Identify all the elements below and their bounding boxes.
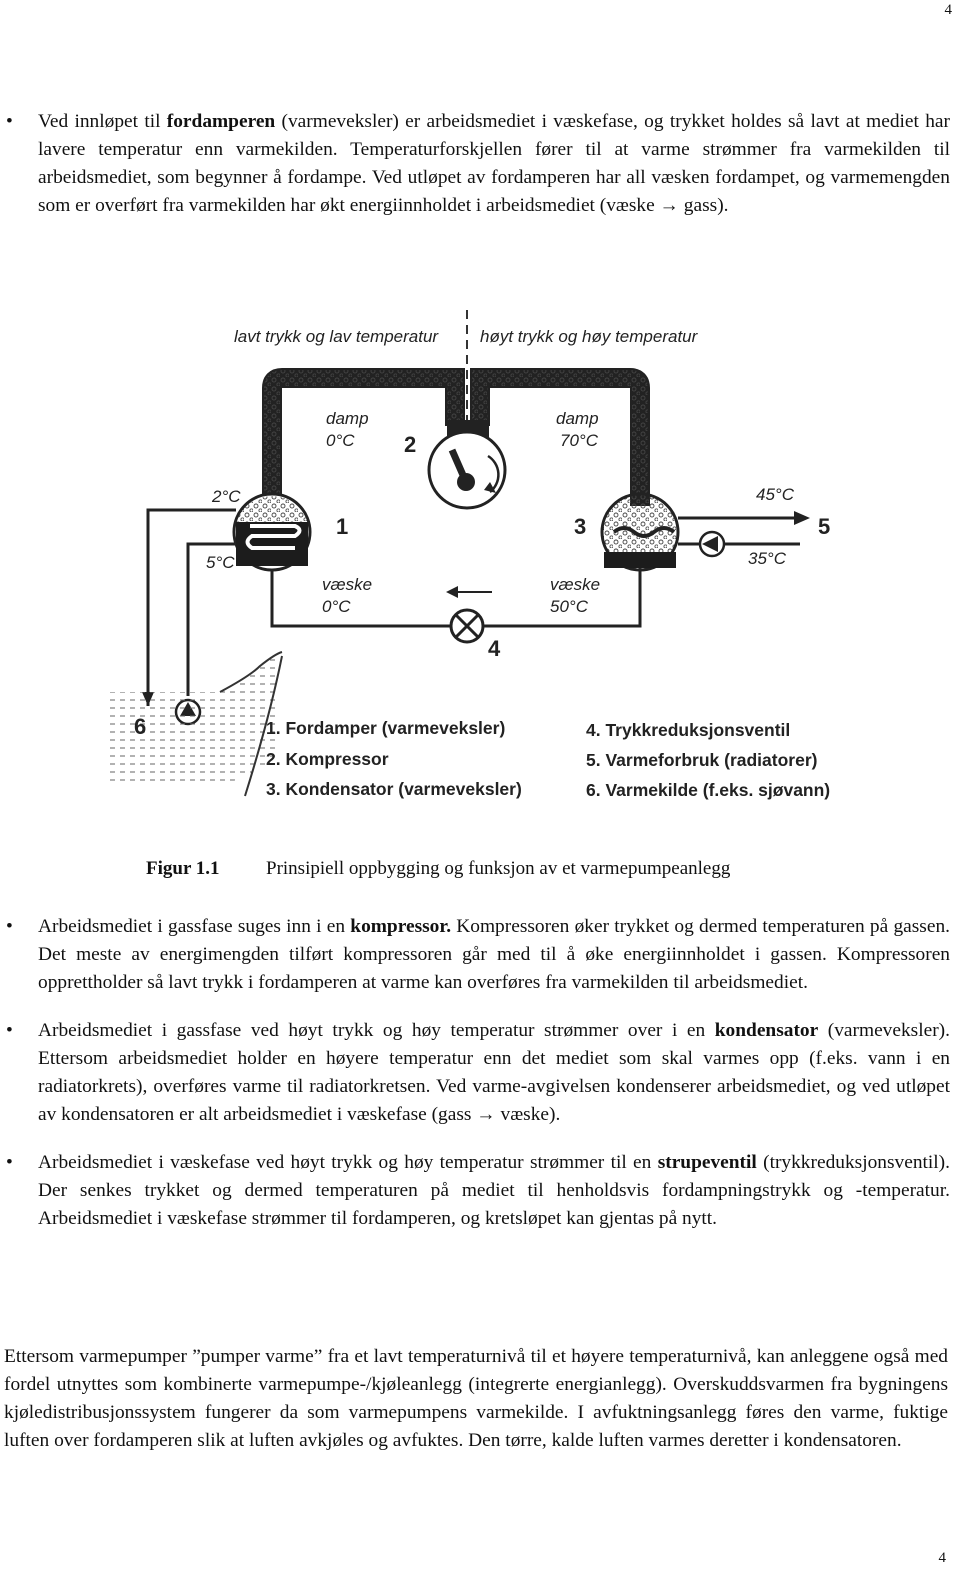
list-item [0, 913, 960, 997]
closing-paragraph: Ettersom varmepumper ”pumper varme” fra et lavt temperaturnivå til et høyere temperaturnivå, kan anleggene også med fordel utnyttes som kombinerte varmepumpe-/kjøleanlegg (integrerte energianlegg). Overskuddsvarmen fra bygningens kjøledistribusjonssystem fungerer da som varmepumpens varmekilde. I avfuktningsanlegg føres den varme, fuktige luften over fordamperen slik at luften avkjøles og avfuktes. Den tørre, kalde luften varmes deretter i kondensatoren. [4, 1346, 948, 1451]
page-number-top: 4 [944, 2, 952, 18]
list-item [0, 1017, 960, 1129]
bullet-text: (varmeveksler) er arbeidsmediet i væskefase, og trykket holdes så lavt at mediet har lavere temperatur enn varmekilden. Temperaturforskjellen fører til at varme strømmer fra varmekilden til arbeidsmediet, som begynner å fordampe. Ved utløpet av fordamperen har all væsken fordampet, og varmemengden som er overført fra varmekilden har økt energiinnholdet i arbeidsmediet (væske → gass). [38, 111, 950, 216]
bullet-text: Arbeidsmediet i gassfase ved høyt trykk og høy temperatur strømmer over i en [38, 1020, 715, 1041]
right-vapour-temp: 70°C [560, 431, 598, 450]
bullet-text: Ved innløpet til [38, 111, 167, 132]
process-bullet-list [0, 913, 960, 1253]
source-supply-line [148, 510, 236, 706]
left-liquid-temp: 0°C [322, 597, 351, 616]
figure-label: Figur 1.1 [146, 858, 220, 879]
bullet-keyword: fordamperen [166, 111, 276, 132]
evaporator [234, 494, 310, 570]
bullet-text: Arbeidsmediet i væskefase ved høyt trykk og høy temperatur strømmer til en [38, 1152, 658, 1173]
condenser [602, 494, 678, 570]
bullet-marker: • [6, 916, 13, 937]
bullet-keyword: kondensator [714, 1020, 819, 1041]
legend-item-6: 6. Varmekilde (f.eks. sjøvann) [586, 780, 831, 800]
bullet-marker: • [6, 1152, 13, 1173]
right-liquid-temp: 50°C [550, 597, 588, 616]
list-item [0, 108, 960, 220]
legend-item-1: 1. Fordamper (varmeveksler) [266, 718, 506, 738]
bullet-text: Arbeidsmediet i gassfase suges inn i en [38, 916, 351, 937]
right-liquid-label: væske [550, 575, 601, 594]
bullet-marker: • [6, 111, 13, 132]
label-1: 1 [336, 514, 349, 539]
legend-item-4: 4. Trykkreduksjonsventil [586, 720, 791, 740]
vapour-pipe-left-fill [272, 378, 455, 506]
intro-bullet-list [0, 108, 960, 220]
label-5: 5 [818, 514, 831, 539]
left-vapour-label: damp [326, 409, 369, 428]
temp-supply: 45°C [756, 485, 794, 504]
header-high-pressure: høyt trykk og høy temperatur [480, 327, 698, 346]
header-low-pressure: lavt trykk og lav temperatur [234, 327, 439, 346]
heating-pump [700, 532, 724, 556]
compressor [429, 420, 505, 508]
left-liquid-label: væske [322, 575, 373, 594]
bullet-text: (trykkreduksjonsventil). Der senkes trykket og dermed temperaturen på mediet til henholdsvis fordampningstrykk og -temperatur. Arbeidsmediet i væskefase strømmer til fordamperen, og kretsløpet kan gjentas på nytt. [38, 1152, 950, 1229]
vapour-pipe-left [272, 378, 455, 506]
temp-source-in: 5°C [206, 553, 235, 572]
diagram-svg [100, 296, 870, 836]
expansion-valve [446, 586, 492, 642]
label-3: 3 [574, 514, 587, 539]
heat-pump-diagram [100, 296, 870, 836]
figure-caption-text: Prinsipiell oppbygging og funksjon av et varmepumpeanlegg [266, 858, 731, 879]
bullet-text: (varmeveksler). Ettersom arbeidsmediet holder en høyere temperatur enn det mediet som skal varmes opp (f.eks. vann i en radiatorkrets), overføres varme til radiatorkretsen. Ved varme-avgivelsen kondenserer arbeidsmediet, og ved utløpet av kondensatoren er alt arbeidsmediet i væskefase (gass → væske). [38, 1020, 950, 1125]
list-item [0, 1149, 960, 1233]
right-vapour-label: damp [556, 409, 599, 428]
label-2: 2 [404, 432, 417, 457]
temp-return: 35°C [748, 549, 786, 568]
bullet-keyword: strupeventil [657, 1152, 757, 1173]
bullet-keyword: kompressor. [350, 916, 452, 937]
page-number-bottom: 4 [938, 1550, 946, 1566]
legend-item-2: 2. Kompressor [266, 749, 389, 769]
bullet-text: Kompressoren øker trykket og dermed temperaturen på gassen. Det meste av energimengden tilført kompressoren går med til å øke energiinnholdet i gassen. Kompressoren opprettholder så lavt trykk i fordamperen at varme kan overføres fra varmekilden til arbeidsmediet. [38, 916, 950, 993]
label-6: 6 [134, 714, 147, 739]
temp-source-out: 2°C [212, 487, 241, 506]
left-vapour-temp: 0°C [326, 431, 355, 450]
label-4: 4 [488, 636, 501, 661]
legend-item-3: 3. Kondensator (varmeveksler) [266, 779, 522, 799]
legend-item-5: 5. Varmeforbruk (radiatorer) [586, 750, 818, 770]
bullet-marker: • [6, 1020, 13, 1041]
